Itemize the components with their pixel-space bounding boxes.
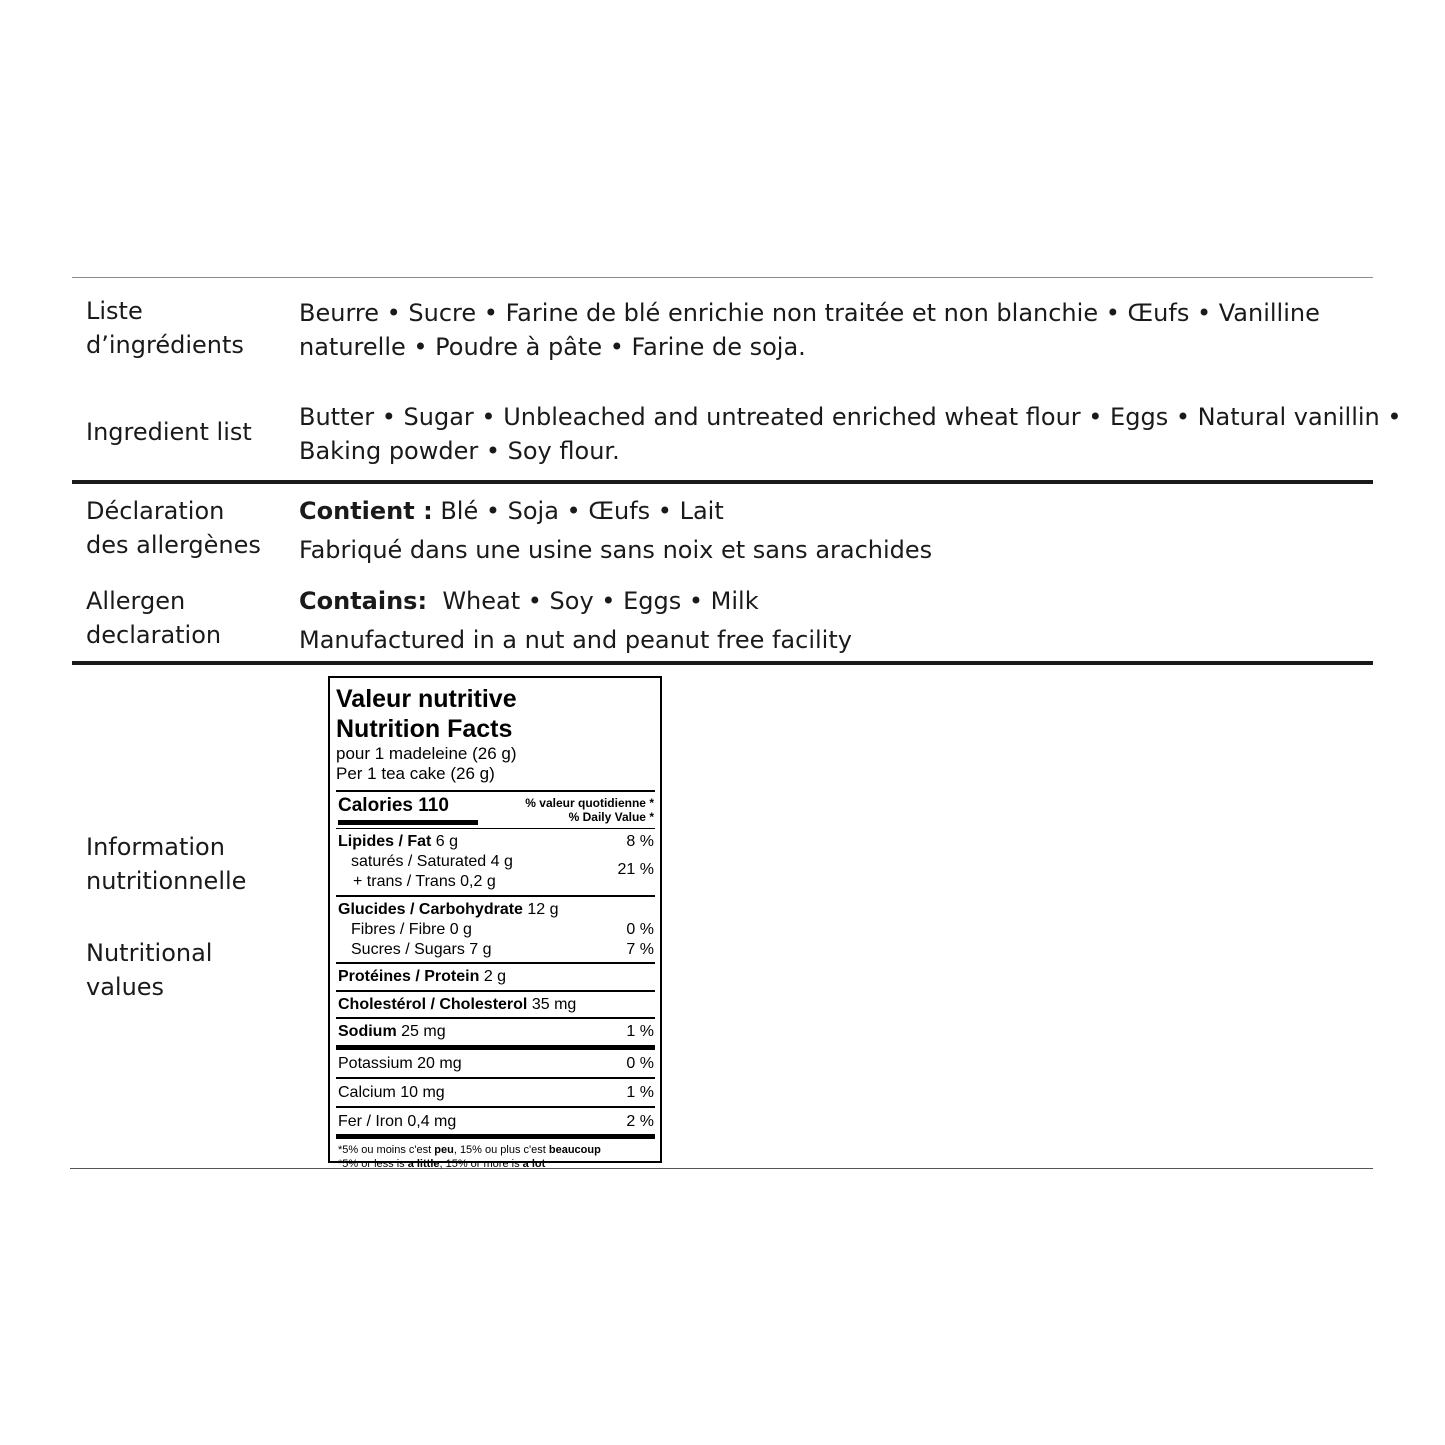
nf-divider (336, 990, 655, 992)
nf-cholesterol-row: Cholestérol / Cholesterol 35 mg (338, 996, 577, 1013)
contains-en-label: Contains: (299, 587, 428, 615)
nf-sat-trans-group (336, 852, 655, 892)
allergens-facility-fr: Fabriqué dans une usine sans noix et sans arachides (299, 536, 933, 564)
allergens-label-en: Allergen declaration (86, 587, 222, 649)
nf-trans-row: + trans / Trans 0,2 g (353, 873, 496, 890)
nutrition-label-fr: Information nutritionnelle (86, 833, 247, 895)
ingredients-text-fr: Beurre • Sucre • Farine de blé enrichie non traitée et non blanchie • Œufs • Vanilline naturelle • Poudre à pâte • Farine de soja. (299, 299, 1320, 361)
allergens-facility-en: Manufactured in a nut and peanut free facility (299, 626, 852, 654)
nf-fibre-row: Fibres / Fibre 0 g 0 % (351, 921, 654, 938)
allergens-label-fr: Déclaration des allergènes (86, 497, 261, 559)
nf-divider (336, 1017, 655, 1019)
allergens-contains-en (299, 584, 759, 618)
ingredients-label-fr: Liste d’ingrédients (86, 297, 244, 359)
bottom-divider (70, 1168, 1373, 1169)
nf-sodium-row: Sodium 25 mg 1 % (338, 1023, 654, 1040)
contains-fr-label: Contient : (299, 497, 433, 525)
allergens-contains-fr (299, 494, 724, 528)
nf-saturated-row: saturés / Saturated 4 g (351, 853, 513, 870)
nf-potassium-row: Potassium 20 mg 0 % (338, 1055, 654, 1072)
nf-serving-fr: pour 1 madeleine (26 g) (336, 744, 517, 763)
nf-divider (336, 962, 655, 964)
nf-sat-trans-pct: 21 % (617, 861, 654, 878)
nf-divider (336, 895, 655, 897)
nf-thick-divider (336, 1045, 655, 1050)
nf-carb-row: Glucides / Carbohydrate 12 g (338, 901, 559, 918)
contains-en-list: Wheat • Soy • Eggs • Milk (427, 587, 759, 615)
nf-calcium-row: Calcium 10 mg 1 % (338, 1084, 654, 1101)
nf-fibre-pct: 0 % (626, 921, 654, 938)
nf-fat-row: Lipides / Fat 6 g 8 % (338, 833, 654, 850)
ingredients-divider (72, 480, 1373, 484)
nf-sugars-row: Sucres / Sugars 7 g 7 % (351, 941, 654, 958)
nf-footnote (336, 1139, 655, 1171)
nf-fat-pct: 8 % (626, 833, 654, 850)
nf-iron-row: Fer / Iron 0,4 mg 2 % (338, 1113, 654, 1130)
nf-potassium-pct: 0 % (626, 1055, 654, 1072)
nf-dv-header: % valeur quotidienne * % Daily Value * (525, 796, 654, 824)
nf-calcium-pct: 1 % (626, 1084, 654, 1101)
nutrition-facts-table (328, 676, 662, 1170)
nf-serving-en: Per 1 tea cake (26 g) (336, 764, 495, 783)
nf-title-fr: Valeur nutritive (336, 685, 517, 713)
nf-calories-bar (338, 820, 478, 825)
nf-sodium-pct: 1 % (626, 1023, 654, 1040)
nf-footnote-fr: *5% ou moins c'est peu, 15% ou plus c'est beaucoup (338, 1144, 601, 1156)
nf-calories-row (336, 792, 655, 824)
nf-calories: Calories 110 (338, 795, 449, 816)
nf-title-en: Nutrition Facts (336, 715, 513, 743)
nf-divider (336, 1106, 655, 1108)
allergens-divider (72, 661, 1373, 665)
nf-divider (336, 828, 655, 829)
nf-sugars-pct: 7 % (626, 941, 654, 958)
contains-fr-list: Blé • Soja • Œufs • Lait (432, 497, 724, 525)
nf-divider (336, 1077, 655, 1079)
nf-iron-pct: 2 % (626, 1113, 654, 1130)
top-divider (72, 277, 1373, 278)
nf-footnote-en: *5% or less is a little, 15% or more is a lot (338, 1158, 546, 1170)
nf-protein-row: Protéines / Protein 2 g (338, 968, 507, 985)
nutrition-label-en: Nutritional values (86, 939, 213, 1001)
ingredients-text-en: Butter • Sugar • Unbleached and untreated enriched wheat flour • Eggs • Natural vanillin • Baking powder • Soy flour. (299, 403, 1402, 465)
ingredients-label-en: Ingredient list (86, 418, 252, 446)
